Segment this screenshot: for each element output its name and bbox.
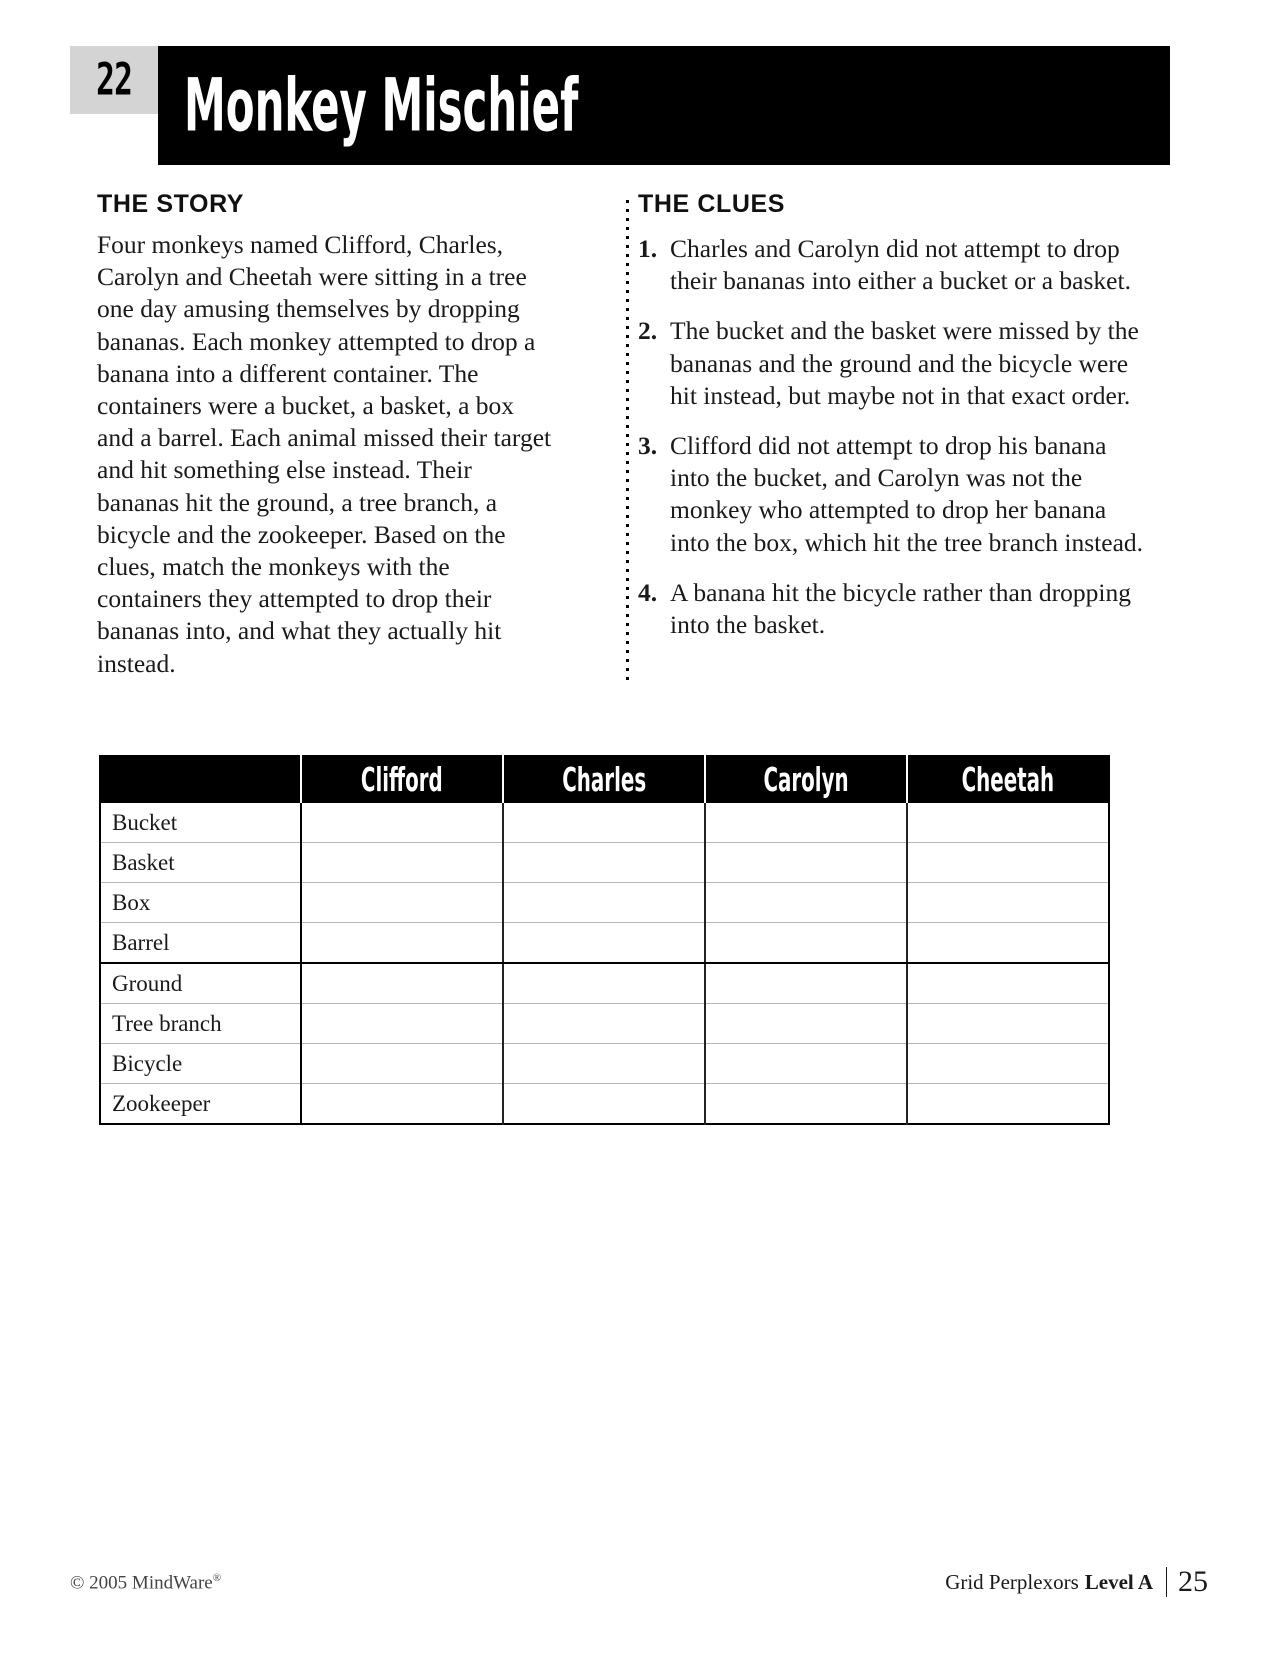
grid-row-label-tree-branch: Tree branch xyxy=(100,1004,301,1044)
clue-text: Clifford did not attempt to drop his banana into the bucket, and Carolyn was not the monkey who attempted to drop her banana into the box, which hit the tree branch instead. xyxy=(670,431,1144,557)
footer-copyright xyxy=(70,1572,221,1594)
grid-row-label-bicycle: Bicycle xyxy=(100,1044,301,1084)
grid-cell[interactable] xyxy=(301,1084,503,1125)
grid-cell[interactable] xyxy=(705,883,907,923)
grid-cell[interactable] xyxy=(907,1004,1109,1044)
logic-grid-table xyxy=(99,755,1110,1125)
clues-column xyxy=(638,190,1150,659)
grid-column-label: Charles xyxy=(562,760,646,800)
page-title: Monkey Mischief xyxy=(184,63,579,148)
series-level: Level A xyxy=(1084,1569,1153,1594)
grid-cell[interactable] xyxy=(503,1044,705,1084)
grid-cell[interactable] xyxy=(503,883,705,923)
clue-item xyxy=(638,315,1150,412)
grid-header-row xyxy=(100,756,1109,803)
grid-cell[interactable] xyxy=(503,1084,705,1125)
story-heading: THE STORY xyxy=(97,190,245,218)
grid-row-label-ground: Ground xyxy=(100,963,301,1004)
grid-column-header-cheetah xyxy=(907,756,1109,803)
grid-row-label-basket: Basket xyxy=(100,843,301,883)
grid-column-header-clifford xyxy=(301,756,503,803)
grid-cell[interactable] xyxy=(503,923,705,964)
page-number: 25 xyxy=(1178,1565,1208,1598)
grid-column-header-carolyn xyxy=(705,756,907,803)
grid-column-label: Clifford xyxy=(361,760,443,800)
column-dotted-divider xyxy=(626,200,629,680)
grid-column-label: Cheetah xyxy=(961,760,1055,800)
clue-text: A banana hit the bicycle rather than dropping into the basket. xyxy=(670,577,1131,640)
clue-number: 1. xyxy=(638,234,658,263)
grid-cell[interactable] xyxy=(503,1004,705,1044)
grid-cell[interactable] xyxy=(907,1084,1109,1125)
footer-divider xyxy=(1166,1567,1167,1597)
puzzle-number-swatch xyxy=(70,46,158,114)
grid-cell[interactable] xyxy=(907,803,1109,843)
clue-number: 2. xyxy=(638,316,658,346)
clue-text: Charles and Carolyn did not attempt to drop their bananas into either a bucket or a basket. xyxy=(670,234,1131,296)
puzzle-number-box xyxy=(70,46,158,165)
clue-item xyxy=(638,233,1150,297)
grid-cell[interactable] xyxy=(301,883,503,923)
table-row xyxy=(100,843,1109,883)
table-row xyxy=(100,803,1109,843)
story-text: Four monkeys named Clifford, Charles, Carolyn and Cheetah were sitting in a tree one day amusing themselves by dropping bananas. Each monkey attempted to drop a banana into a different container. The containers were a bucket, a basket, a box and a barrel. Each animal missed their target and hit something else instead. Their bananas hit the ground, a tree branch, a bicycle and the zookeeper. Based on the clues, match the monkeys with the containers they attempted to drop their bananas into, and what they actually hit instead. xyxy=(97,230,552,678)
clue-number: 4. xyxy=(638,577,658,607)
clue-number: 3. xyxy=(638,431,658,461)
grid-cell[interactable] xyxy=(705,1004,907,1044)
grid-cell[interactable] xyxy=(907,883,1109,923)
grid-cell[interactable] xyxy=(705,923,907,964)
grid-cell[interactable] xyxy=(705,843,907,883)
footer-series-info xyxy=(945,1565,1208,1599)
table-row xyxy=(100,883,1109,923)
table-row xyxy=(100,1084,1109,1125)
table-row xyxy=(100,963,1109,1004)
clues-heading: THE CLUES xyxy=(638,190,786,218)
grid-cell[interactable] xyxy=(301,1004,503,1044)
grid-cell[interactable] xyxy=(503,843,705,883)
grid-column-label: Carolyn xyxy=(763,760,849,800)
grid-row-label-zookeeper: Zookeeper xyxy=(100,1084,301,1125)
table-row xyxy=(100,1004,1109,1044)
grid-cell[interactable] xyxy=(907,923,1109,964)
clue-item xyxy=(638,577,1150,641)
series-name: Grid Perplexors xyxy=(945,1569,1079,1594)
story-column xyxy=(97,190,552,680)
grid-cell[interactable] xyxy=(705,1084,907,1125)
grid-cell[interactable] xyxy=(907,963,1109,1004)
clue-text: The bucket and the basket were missed by the bananas and the ground and the bicycle were hit instead, but maybe not in that exact order. xyxy=(670,316,1139,410)
grid-column-header-charles xyxy=(503,756,705,803)
grid-cell[interactable] xyxy=(301,803,503,843)
grid-corner-cell xyxy=(100,756,301,803)
page-header-bar xyxy=(70,46,1170,165)
grid-row-label-box: Box xyxy=(100,883,301,923)
grid-row-label-bucket: Bucket xyxy=(100,803,301,843)
clue-list xyxy=(638,233,1150,641)
grid-cell[interactable] xyxy=(301,1044,503,1084)
clue-item xyxy=(638,430,1150,559)
copyright-text: © 2005 MindWare xyxy=(70,1572,213,1594)
logic-grid-container xyxy=(99,755,1108,1125)
grid-body xyxy=(100,803,1109,1124)
body-columns xyxy=(0,190,1280,690)
grid-cell[interactable] xyxy=(705,1044,907,1084)
grid-cell[interactable] xyxy=(301,923,503,964)
grid-cell[interactable] xyxy=(301,843,503,883)
table-row xyxy=(100,1044,1109,1084)
grid-row-label-barrel: Barrel xyxy=(100,923,301,964)
grid-cell[interactable] xyxy=(907,843,1109,883)
puzzle-title-container xyxy=(158,46,1170,165)
grid-cell[interactable] xyxy=(301,963,503,1004)
puzzle-number: 22 xyxy=(95,54,132,106)
grid-cell[interactable] xyxy=(705,803,907,843)
grid-cell[interactable] xyxy=(503,803,705,843)
registered-trademark-icon: ® xyxy=(212,1572,222,1584)
grid-cell[interactable] xyxy=(503,963,705,1004)
grid-cell[interactable] xyxy=(705,963,907,1004)
grid-cell[interactable] xyxy=(907,1044,1109,1084)
table-row xyxy=(100,923,1109,964)
